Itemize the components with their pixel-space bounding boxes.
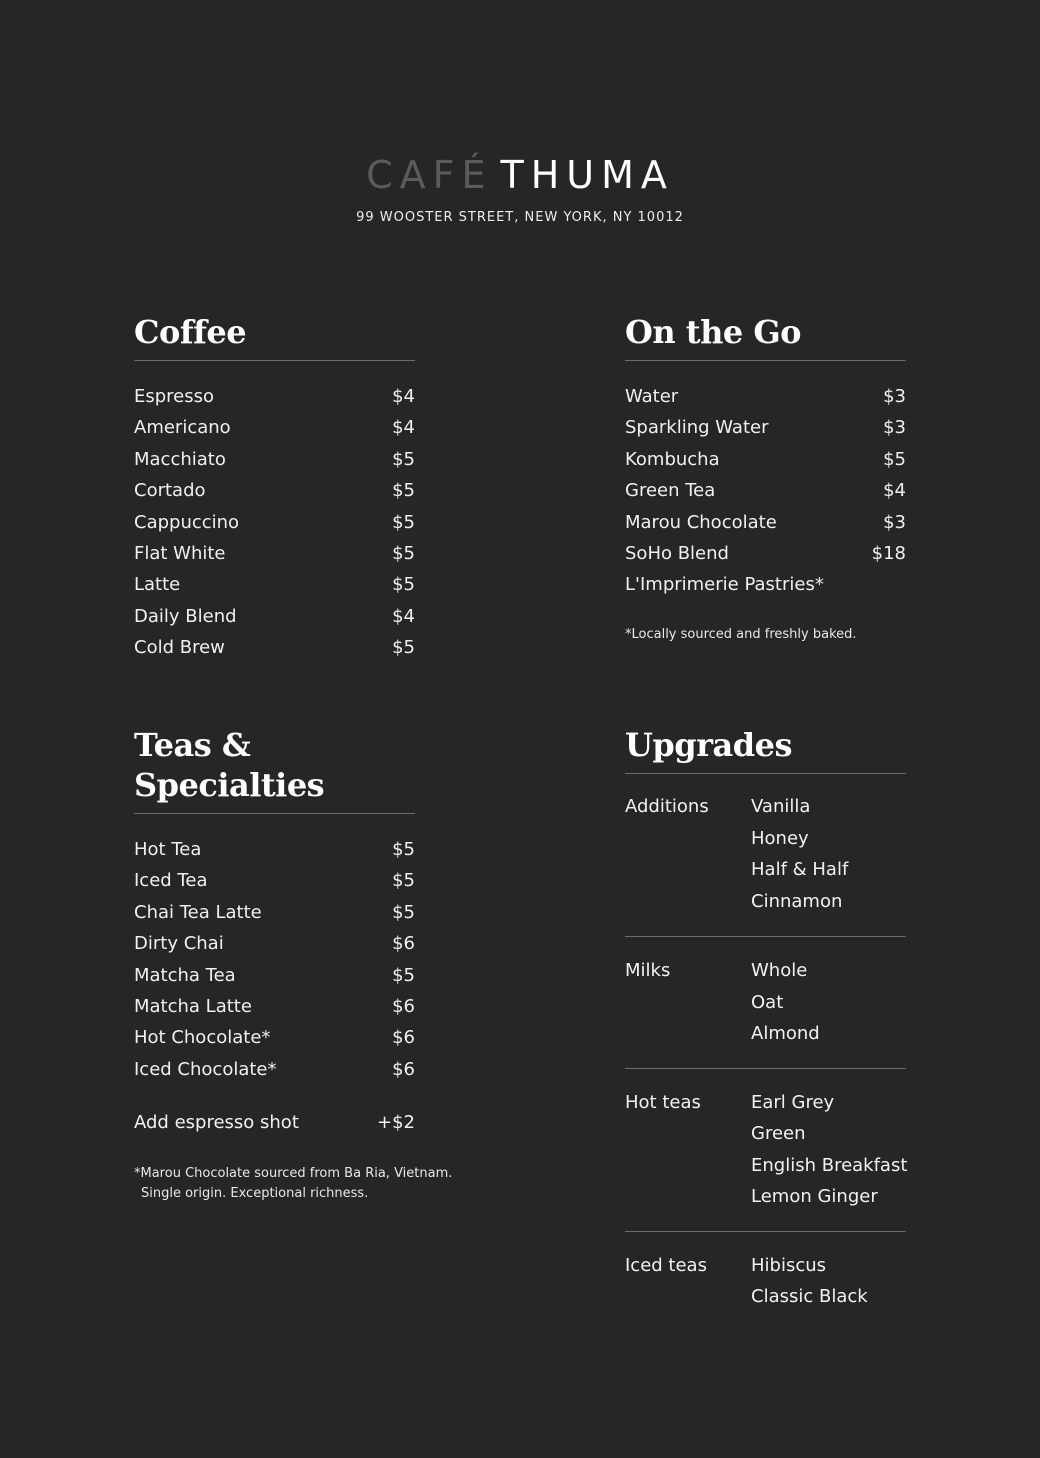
upgrade-group-additions bbox=[625, 774, 906, 937]
section-title: Upgrades bbox=[625, 726, 792, 764]
item-price: $5 bbox=[392, 480, 415, 502]
item-name: Green Tea bbox=[625, 480, 716, 502]
item-price: $6 bbox=[392, 1027, 415, 1049]
item-price: $4 bbox=[883, 480, 906, 502]
item-price: $5 bbox=[392, 574, 415, 596]
footnote-line: *Marou Chocolate sourced from Ba Ria, Vietnam. bbox=[134, 1166, 453, 1182]
menu-item bbox=[134, 1054, 415, 1085]
item-price: $5 bbox=[392, 543, 415, 565]
item-price: $3 bbox=[883, 511, 906, 533]
brand-logo bbox=[0, 150, 1040, 200]
group-options bbox=[751, 1250, 868, 1313]
item-name: Hot Tea bbox=[134, 839, 202, 860]
menu-item bbox=[134, 601, 415, 632]
upgrade-group-hot-teas bbox=[625, 1069, 906, 1232]
item-name: Sparkling Water bbox=[625, 417, 769, 439]
address: 99 WOOSTER STREET, NEW YORK, NY 10012 bbox=[356, 210, 684, 225]
menu-item bbox=[134, 569, 415, 600]
menu-item bbox=[134, 507, 415, 538]
item-price: $3 bbox=[883, 417, 906, 439]
item-name: Americano bbox=[134, 417, 231, 439]
menu-item bbox=[134, 960, 415, 991]
group-label: Milks bbox=[625, 960, 671, 981]
item-price: $4 bbox=[392, 386, 415, 407]
item-price: +$2 bbox=[377, 1112, 415, 1134]
option: Classic Black bbox=[751, 1286, 868, 1307]
footnote: *Locally sourced and freshly baked. bbox=[625, 626, 857, 642]
menu-item bbox=[134, 412, 415, 443]
item-name: Daily Blend bbox=[134, 605, 237, 627]
option: Half & Half bbox=[751, 859, 849, 880]
item-price: $4 bbox=[392, 417, 415, 439]
item-name: L'Imprimerie Pastries* bbox=[625, 574, 824, 596]
item-price: $4 bbox=[392, 605, 415, 627]
item-price: $5 bbox=[883, 448, 906, 470]
teas-list bbox=[134, 834, 415, 1085]
divider bbox=[134, 360, 415, 361]
item-name: SoHo Blend bbox=[625, 543, 729, 565]
item-price: $5 bbox=[392, 637, 415, 659]
menu-item bbox=[625, 381, 906, 412]
item-price: $6 bbox=[392, 1058, 415, 1080]
brand-prefix: CAFÉ bbox=[366, 153, 493, 197]
option: English Breakfast bbox=[751, 1154, 908, 1176]
option: Green bbox=[751, 1123, 806, 1144]
item-name: Cortado bbox=[134, 480, 206, 502]
menu-item bbox=[134, 444, 415, 475]
menu-item bbox=[134, 475, 415, 506]
item-name: Flat White bbox=[134, 543, 226, 565]
item-name: Espresso bbox=[134, 386, 215, 407]
option: Lemon Ginger bbox=[751, 1186, 878, 1207]
item-price: $3 bbox=[883, 386, 906, 407]
menu-item bbox=[625, 412, 906, 443]
item-name: Add espresso shot bbox=[134, 1112, 299, 1134]
brand-name: THUMA bbox=[500, 153, 674, 197]
menu-item bbox=[134, 538, 415, 569]
option: Cinnamon bbox=[751, 890, 843, 912]
group-options bbox=[751, 1087, 907, 1213]
section-coffee bbox=[134, 312, 415, 664]
item-price: $5 bbox=[392, 901, 415, 923]
item-price: $5 bbox=[392, 448, 415, 470]
menu-item bbox=[134, 991, 415, 1022]
item-name: Matcha Tea bbox=[134, 964, 236, 986]
option: Honey bbox=[751, 827, 809, 849]
section-teas-specialties bbox=[134, 725, 453, 1204]
menu-item bbox=[625, 507, 906, 538]
footnote bbox=[134, 1164, 453, 1204]
menu-item bbox=[134, 897, 415, 928]
menu-item bbox=[134, 834, 415, 865]
section-on-the-go bbox=[625, 312, 906, 645]
section-title: Teas & Specialties bbox=[134, 726, 325, 804]
menu-item bbox=[625, 444, 906, 475]
item-name: Macchiato bbox=[134, 448, 226, 470]
option: Almond bbox=[751, 1023, 820, 1044]
menu-header bbox=[0, 150, 1040, 225]
divider bbox=[134, 813, 415, 814]
menu-item bbox=[134, 928, 415, 959]
item-price: $5 bbox=[392, 839, 415, 860]
item-price: $6 bbox=[392, 933, 415, 955]
item-name: Chai Tea Latte bbox=[134, 901, 262, 923]
menu-item bbox=[134, 381, 415, 412]
group-label: Iced teas bbox=[625, 1254, 707, 1276]
option: Whole bbox=[751, 960, 808, 981]
item-price: $5 bbox=[392, 964, 415, 986]
item-name: Kombucha bbox=[625, 448, 720, 470]
menu-item bbox=[134, 1022, 415, 1053]
on-the-go-list bbox=[625, 381, 906, 601]
item-name: Iced Chocolate* bbox=[134, 1058, 277, 1080]
item-name: Matcha Latte bbox=[134, 996, 252, 1018]
option: Vanilla bbox=[751, 796, 811, 817]
section-title: Coffee bbox=[134, 313, 247, 351]
item-price: $18 bbox=[871, 543, 906, 565]
option: Earl Grey bbox=[751, 1091, 835, 1113]
group-options bbox=[751, 791, 848, 917]
menu-item bbox=[625, 538, 906, 569]
group-label: Hot teas bbox=[625, 1091, 701, 1113]
group-label: Additions bbox=[625, 796, 709, 817]
section-title: On the Go bbox=[625, 313, 801, 351]
menu-item bbox=[625, 475, 906, 506]
item-name: Latte bbox=[134, 574, 181, 596]
menu-item bbox=[625, 569, 906, 600]
section-upgrades bbox=[625, 725, 906, 1331]
upgrade-group-iced-teas bbox=[625, 1232, 906, 1331]
divider bbox=[625, 360, 906, 361]
menu-item bbox=[134, 865, 415, 896]
item-name: Hot Chocolate* bbox=[134, 1027, 271, 1049]
item-name: Cold Brew bbox=[134, 637, 225, 659]
add-on-item bbox=[134, 1107, 415, 1138]
menu-item bbox=[134, 632, 415, 663]
footnote-line: Single origin. Exceptional richness. bbox=[141, 1186, 369, 1202]
item-name: Dirty Chai bbox=[134, 933, 224, 955]
item-name: Iced Tea bbox=[134, 870, 208, 892]
item-name: Cappuccino bbox=[134, 511, 240, 533]
coffee-list bbox=[134, 381, 415, 664]
item-price: $5 bbox=[392, 511, 415, 533]
option: Oat bbox=[751, 991, 784, 1013]
item-name: Marou Chocolate bbox=[625, 511, 777, 533]
item-name: Water bbox=[625, 386, 679, 407]
upgrade-group-milks bbox=[625, 937, 906, 1069]
option: Hibiscus bbox=[751, 1254, 827, 1276]
item-price: $5 bbox=[392, 870, 415, 892]
group-options bbox=[751, 955, 820, 1050]
item-price: $6 bbox=[392, 996, 415, 1018]
